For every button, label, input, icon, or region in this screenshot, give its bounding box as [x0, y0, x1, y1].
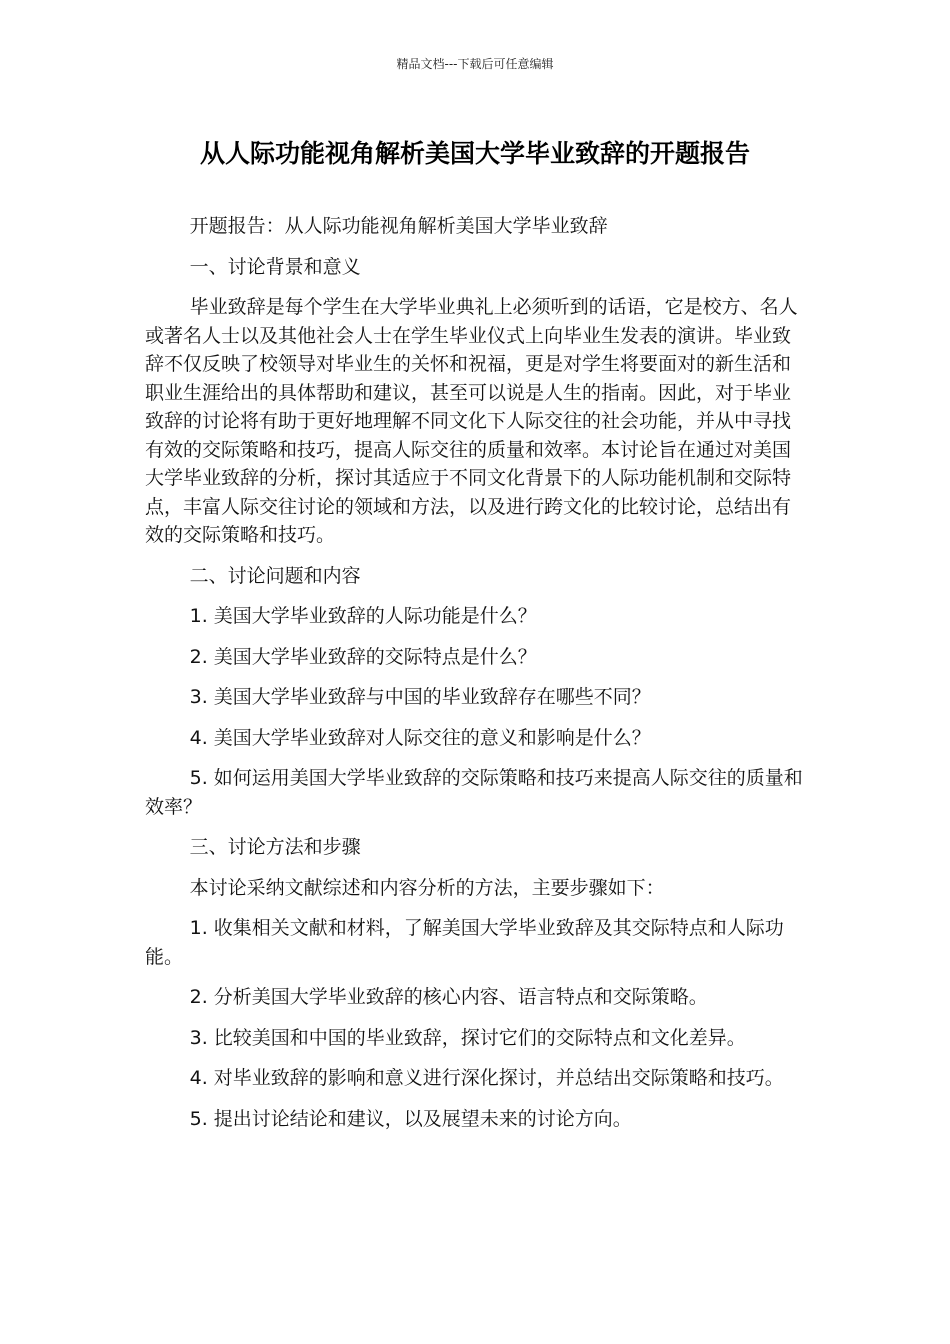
question-item: 2. 美国大学毕业致辞的交际特点是什么？ — [189, 645, 537, 668]
document-title: 从人际功能视角解析美国大学毕业致辞的开题报告 — [199, 139, 750, 168]
method-step: 1. 收集相关文献和材料，了解美国大学毕业致辞及其交际特点和人际功能。 — [145, 917, 784, 968]
section-heading-methods: 三、讨论方法和步骤 — [189, 836, 361, 858]
method-step: 3. 比较美国和中国的毕业致辞，探讨它们的交际特点和文化差异。 — [189, 1026, 746, 1049]
document-body — [145, 212, 805, 1145]
header-note: 精品文档---下载后可任意编辑 — [396, 57, 554, 71]
method-step: 5. 提出讨论结论和建议，以及展望未来的讨论方向。 — [189, 1107, 632, 1130]
report-subtitle: 开题报告：从人际功能视角解析美国大学毕业致辞 — [189, 215, 608, 237]
method-step: 2. 分析美国大学毕业致辞的核心内容、语言特点和交际策略。 — [189, 986, 708, 1008]
question-item: 4. 美国大学毕业致辞对人际交往的意义和影响是什么？ — [189, 726, 651, 749]
question-item: 5. 如何运用美国大学毕业致辞的交际策略和技巧来提高人际交往的质量和效率？ — [145, 767, 803, 818]
question-item: 1. 美国大学毕业致辞的人际功能是什么？ — [189, 605, 537, 627]
section-heading-background: 一、讨论背景和意义 — [189, 255, 361, 278]
section-heading-questions: 二、讨论问题和内容 — [189, 564, 361, 587]
methods-intro: 本讨论采纳文献综述和内容分析的方法，主要步骤如下： — [189, 876, 665, 899]
question-item: 3. 美国大学毕业致辞与中国的毕业致辞存在哪些不同？ — [189, 686, 651, 708]
method-step: 4. 对毕业致辞的影响和意义进行深化探讨，并总结出交际策略和技巧。 — [189, 1067, 784, 1089]
background-paragraph: 毕业致辞是每个学生在大学毕业典礼上必须听到的话语，它是校方、名人或著名人士以及其他社会人士在学生毕业仪式上向毕业生发表的演讲。毕业致辞不仅反映了校领导对毕业生的关怀和祝福，更是对学生将要面对的新生活和职业生涯给出的具体帮助和建议，甚至可以说是人生的指南。因此，对于毕业致辞的讨论将有助于更好地理解不同文化下人际交往的社会功能，并从中寻找有效的交际策略和技巧，提高人际交往的质量和效率。本讨论旨在通过对美国大学毕业致辞的分析，探讨其适应于不同文化背景下的人际功能机制和交际特点，丰富人际交往讨论的领域和方法，以及进行跨文化的比较讨论，总结出有效的交际策略和技巧。 — [145, 296, 798, 546]
